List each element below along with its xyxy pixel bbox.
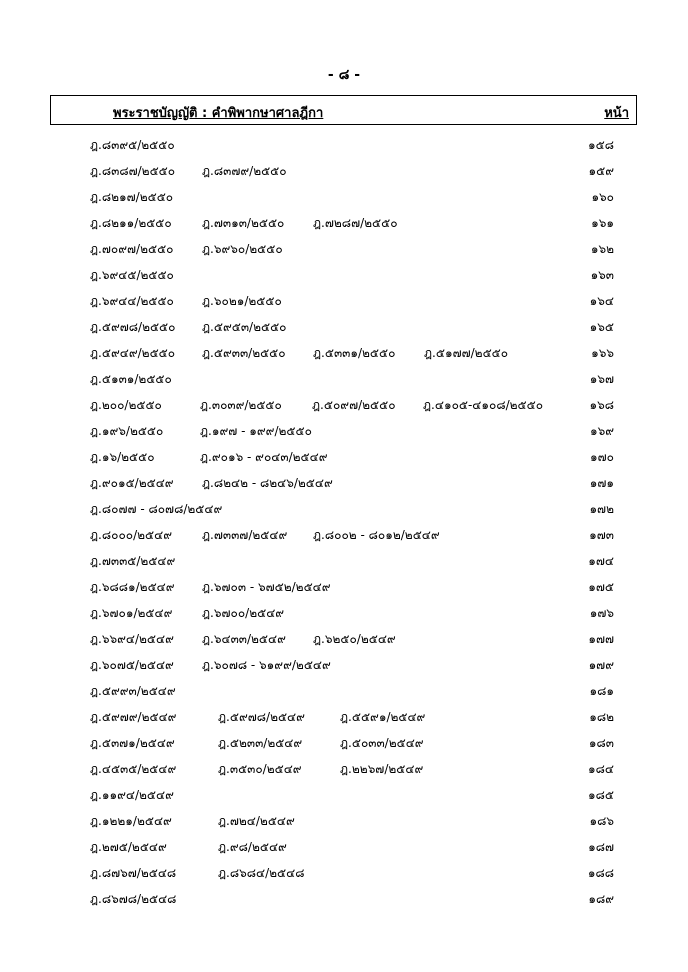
case-reference: ฎ.๔๑๐๕-๔๑๐๘/๒๕๕๐ [423,398,544,412]
case-reference: ฎ.๘๒๑๑/๒๕๕๐ [90,216,172,230]
index-row [0,496,688,522]
page-reference: ๑๘๒ [589,710,614,724]
case-reference: ฎ.๕๕๙๑/๒๕๔๙ [340,710,426,724]
index-row [0,756,688,782]
case-reference: ฎ.๕๐๙๗/๒๕๕๐ [312,398,396,412]
case-reference: ฎ.๘๓๘๗/๒๕๕๐ [90,164,176,178]
page-reference: ๑๖๙ [589,424,614,438]
index-list [0,132,688,912]
case-reference: ฎ.๕๒๓๓/๒๕๔๙ [218,736,303,750]
index-row [0,470,688,496]
page-reference: ๑๗๓ [589,528,614,542]
case-reference: ฎ.๕๓๗๑/๒๕๔๙ [90,736,175,750]
case-reference: ฎ.๗๐๙๗/๒๕๕๐ [90,242,174,256]
index-row [0,834,688,860]
index-row [0,548,688,574]
index-row [0,652,688,678]
case-reference: ฎ.๖๐๒๑/๒๕๕๐ [202,294,282,308]
page-reference: ๑๘๔ [588,762,614,776]
case-reference: ฎ.๕๙๗๘/๒๕๔๙ [218,710,305,724]
page-reference: ๑๖๒ [590,242,614,256]
index-row [0,288,688,314]
index-row [0,418,688,444]
case-reference: ฎ.๓๕๓๐/๒๕๔๙ [218,762,302,776]
page-reference: ๑๖๕ [589,320,614,334]
index-row [0,314,688,340]
index-row [0,626,688,652]
index-row [0,600,688,626]
page-reference: ๑๗๕ [588,580,614,594]
case-reference: ฎ.๖๙๖๐/๒๕๕๐ [202,242,283,256]
case-reference: ฎ.๕๑๓๑/๒๕๕๐ [90,372,172,386]
case-reference: ฎ.๘๐๐๐/๒๕๔๙ [90,528,173,542]
case-reference: ฎ.๕๙๔๙/๒๕๕๐ [90,346,176,360]
page-reference: ๑๘๓ [588,736,614,750]
page-reference: ๑๘๑ [589,684,614,698]
index-row [0,132,688,158]
page-reference: ๑๘๗ [588,840,614,854]
case-reference: ฎ.๘๗๖๗/๒๕๔๘ [90,866,177,880]
page-reference: ๑๗๖ [589,606,614,620]
index-row [0,730,688,756]
index-header [50,95,637,125]
case-reference: ฎ.๕๙๙๓/๒๕๔๙ [90,684,176,698]
case-reference: ฎ.๘๐๐๒ - ๘๐๑๒/๒๕๔๙ [313,528,440,542]
case-reference: ฎ.๖๔๓๓/๒๕๔๙ [202,632,286,646]
case-reference: ฎ.๑๙๗ - ๑๙๙/๒๕๕๐ [200,424,312,438]
case-reference: ฎ.๑๒๒๑/๒๕๔๙ [90,814,172,828]
case-reference: ฎ.๓๐๓๙/๒๕๕๐ [200,398,282,412]
case-reference: ฎ.๗๓๓๗/๒๕๔๙ [202,528,288,542]
index-row [0,444,688,470]
index-row [0,158,688,184]
page-reference: ๑๖๑ [591,216,614,230]
case-reference: ฎ.๖๐๗๕/๒๕๔๙ [90,658,174,672]
page-reference: ๑๘๕ [588,788,614,802]
header-page-label: หน้า [604,106,629,121]
case-reference: ฎ.๖๙๔๕/๒๕๕๐ [90,268,174,282]
page-reference: ๑๗๗ [588,632,614,646]
case-reference: ฎ.๖๖๙๔/๒๕๔๙ [90,632,174,646]
case-reference: ฎ.๗๓๑๓/๒๕๕๐ [202,216,285,230]
page-reference: ๑๖๖ [591,346,614,360]
case-reference: ฎ.๔๕๓๕/๒๕๔๙ [90,762,177,776]
case-reference: ฎ.๖๒๕๐/๒๕๔๙ [313,632,396,646]
case-reference: ฎ.๘๖๗๘/๒๕๔๘ [90,892,177,906]
case-reference: ฎ.๙๘/๒๕๔๙ [218,840,287,854]
page-reference: ๑๖๘ [589,398,614,412]
page-reference: ๑๖๔ [589,294,614,308]
case-reference: ฎ.๘๓๙๕/๒๕๕๐ [90,138,175,152]
index-row [0,782,688,808]
page-reference: ๑๖๗ [589,372,614,386]
case-reference: ฎ.๒๒๖๗/๒๕๔๙ [340,762,424,776]
index-row [0,704,688,730]
index-row [0,210,688,236]
page-reference: ๑๕๘ [588,138,614,152]
page-reference: ๑๘๖ [589,814,614,828]
index-row [0,340,688,366]
case-reference: ฎ.๕๙๗๘/๒๕๕๐ [90,320,176,334]
case-reference: ฎ.๖๙๔๔/๒๕๕๐ [90,294,174,308]
header-title: พระราชบัญญัติ : คำพิพากษาศาลฎีกา [113,106,324,121]
case-reference: ฎ.๒๗๕/๒๕๔๙ [90,840,167,854]
case-reference: ฎ.๖๗๐๐/๒๕๔๙ [202,606,285,620]
case-reference: ฎ.๑๙๖/๒๕๕๐ [90,424,164,438]
case-reference: ฎ.๕๓๓๑/๒๕๕๐ [313,346,396,360]
case-reference: ฎ.๑๖/๒๕๕๐ [90,450,155,464]
page-reference: ๑๘๙ [588,892,614,906]
page-reference: ๑๗๒ [589,502,614,516]
index-row [0,392,688,418]
case-reference: ฎ.๘๐๗๗ - ๘๐๗๘/๒๕๔๙ [90,502,223,516]
case-reference: ฎ.๘๖๘๔/๒๕๔๘ [218,866,305,880]
page-number: - ๘ - [327,67,361,83]
case-reference: ฎ.๘๓๗๙/๒๕๕๐ [202,164,287,178]
case-reference: ฎ.๙๐๑๖ - ๙๐๔๓/๒๕๔๙ [200,450,328,464]
page-reference: ๑๖๐ [591,190,614,204]
case-reference: ฎ.๘๒๑๗/๒๕๕๐ [90,190,174,204]
case-reference: ฎ.๖๘๘๑/๒๕๔๙ [90,580,175,594]
case-reference: ฎ.๕๙๗๙/๒๕๔๙ [90,710,177,724]
page-reference: ๑๗๙ [588,658,614,672]
page-reference: ๑๕๙ [588,164,614,178]
index-row [0,574,688,600]
index-row [0,678,688,704]
case-reference: ฎ.๗๒๔/๒๕๔๙ [218,814,295,828]
case-reference: ฎ.๗๒๘๗/๒๕๕๐ [313,216,398,230]
case-reference: ฎ.๕๙๕๓/๒๕๕๐ [202,320,287,334]
case-reference: ฎ.๑๑๙๔/๒๕๔๙ [90,788,174,802]
case-reference: ฎ.๘๒๔๒ - ๘๒๔๖/๒๕๔๙ [202,476,333,490]
page-reference: ๑๘๘ [587,866,614,880]
page-reference: ๑๗๑ [589,476,614,490]
index-row [0,860,688,886]
case-reference: ฎ.๖๗๐๑/๒๕๔๙ [90,606,173,620]
case-reference: ฎ.๖๗๐๓ - ๖๗๕๒/๒๕๔๙ [202,580,331,594]
index-row [0,366,688,392]
case-reference: ฎ.๗๓๓๕/๒๕๔๙ [90,554,176,568]
case-reference: ฎ.๕๐๓๓/๒๕๔๙ [340,736,424,750]
case-reference: ฎ.๙๐๑๕/๒๕๔๙ [90,476,174,490]
index-row [0,236,688,262]
index-row [0,886,688,912]
page-reference: ๑๖๓ [590,268,614,282]
index-row [0,808,688,834]
case-reference: ฎ.๕๑๗๗/๒๕๕๐ [424,346,509,360]
case-reference: ฎ.๒๐๐/๒๕๕๐ [90,398,162,412]
index-row [0,522,688,548]
index-row [0,184,688,210]
page-reference: ๑๗๔ [588,554,614,568]
case-reference: ฎ.๕๙๓๓/๒๕๕๐ [202,346,286,360]
index-row [0,262,688,288]
case-reference: ฎ.๖๐๗๘ - ๖๑๙๙/๒๕๔๙ [202,658,331,672]
page-reference: ๑๗๐ [590,450,614,464]
